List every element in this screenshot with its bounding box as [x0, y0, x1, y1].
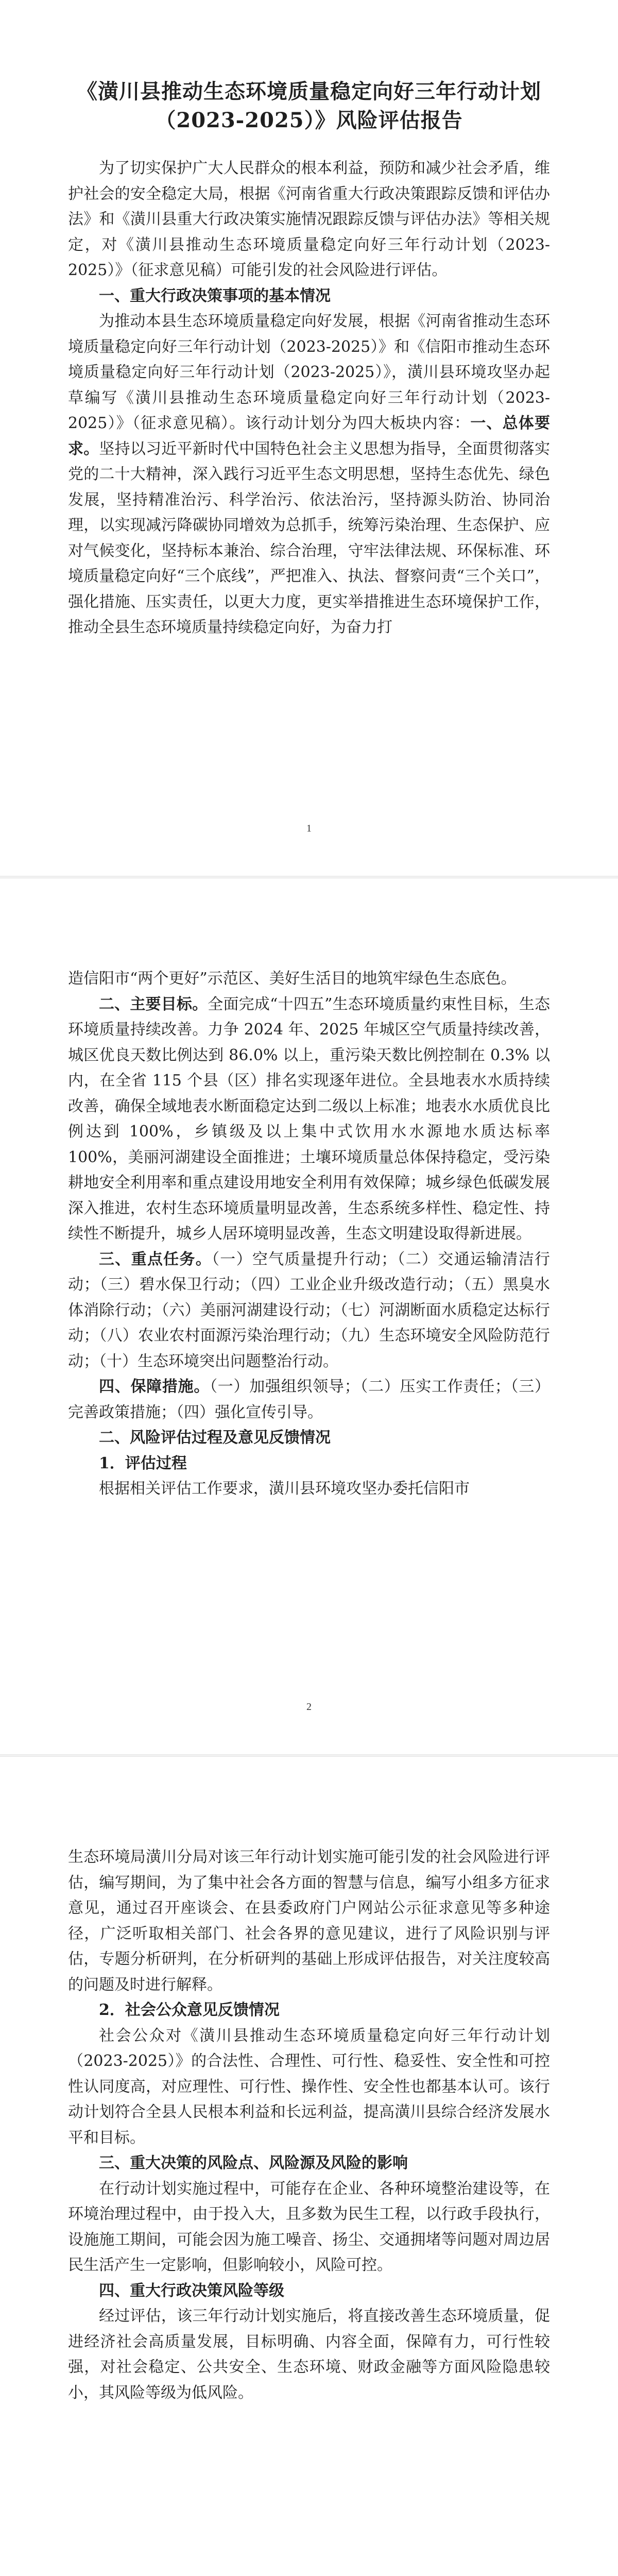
key-tasks-text: （一）空气质量提升行动；（二）交通运输清洁行动；（三）碧水保卫行动；（四）工业企业升级改造行动；（五）黑臭水体消除行动；（六）美丽河湖建设行动；（七）河湖断面水质稳定达标行动；（八）农业农村面源污染治理行动；（九）生态环境安全风险防范行动；（十）生态环境突出问题整治行动。	[68, 1250, 550, 1370]
risk-points-paragraph: 在行动计划实施过程中，可能存在企业、各种环境整治建设等，在环境治理过程中，由于投入大，且多数为民生工程，以行政手段执行，设施施工期间，可能会因为施工噪音、扬尘、交通拥堵等问题对周边居民生活产生一定影响，但影响较小，风险可控。	[68, 2179, 550, 2274]
page-number: 1	[306, 823, 312, 834]
key-tasks-paragraph	[68, 1247, 550, 1375]
section-heading-2: 二、风险评估过程及意见反馈情况	[99, 1429, 331, 1447]
section-1-text-b: 坚持以习近平新时代中国特色社会主义思想为指导，全面贯彻落实党的二十大精神，深入践行习近平生态文明思想，坚持生态优先、绿色发展，坚持精准治污、科学治污、依法治污，坚持源头防治、协同治理，以实现减污降碳协同增效为总抓手，统筹污染治理、生态保护、应对气候变化，坚持标本兼治、综合治理，守牢法律法规、环保标准、环境质量稳定向好“三个底线”，严把准入、执法、督察问责“三个关口”，强化措施、压实责任，以更大力度，更实举措推进生态环境保护工作，推动全县生态环境质量持续稳定向好，为奋力打	[68, 439, 551, 636]
subheading-public-feedback: 2．社会公众意见反馈情况	[99, 2001, 280, 2019]
document-title: 《潢川县推动生态环境质量稳定向好三年行动计划（2023-2025）》风险评估报告	[77, 79, 541, 132]
document-page-2	[0, 878, 618, 1754]
section-heading-3: 三、重大决策的风险点、风险源及风险的影响	[99, 2154, 408, 2172]
document-page-1	[0, 0, 618, 876]
risk-level-paragraph: 经过评估，该三年行动计划实施后，将直接改善生态环境质量，促进经济社会高质量发展，目标明确、内容全面，保障有力，可行性较强，对社会稳定、公共安全、生态环境、财政金融等方面风险隐患较小，其风险等级为低风险。	[68, 2307, 550, 2402]
safeguards-text: （一）加强组织领导；（二）压实工作责任；（三）完善政策措施；（四）强化宣传引导。	[68, 1378, 551, 1421]
main-goals-paragraph	[68, 992, 550, 1247]
section-heading-1: 一、重大行政决策事项的基本情况	[99, 286, 331, 305]
subheading-evaluation-process: 1．评估过程	[99, 1454, 187, 1472]
document-page-3	[0, 1757, 618, 2576]
continued-paragraph: 生态环境局潢川分局对该三年行动计划实施可能引发的社会风险进行评估，编写期间，为了集中社会各方面的智慧与信息，编写小组多方征求意见，通过召开座谈会、在县委政府门户网站公示征求意见等多种途径，广泛听取相关部门、社会各界的意见建议，进行了风险识别与评估，专题分析研判，在分析研判的基础上形成评估报告，对关注度较高的问题及时进行解释。	[68, 1848, 550, 1994]
public-feedback-paragraph: 社会公众对《潢川县推动生态环境质量稳定向好三年行动计划（2023-2025）》的合法性、合理性、可行性、稳妥性、安全性和可控性认同度高，对应理性、可行性、操作性、安全性也都基本认可。该行动计划符合全县人民根本利益和长远利益，提高潢川县综合经济发展水平和目标。	[68, 2026, 550, 2147]
safeguards-paragraph	[68, 1374, 550, 1425]
keyword-safeguards: 四、保障措施。	[99, 1378, 210, 1396]
evaluation-process-paragraph: 根据相关评估工作要求，潢川县环境攻坚办委托信阳市	[99, 1480, 470, 1498]
intro-paragraph: 为了切实保护广大人民群众的根本利益，预防和减少社会矛盾，维护社会的安全稳定大局，根据《河南省重大行政决策跟踪反馈和评估办法》和《潢川县重大行政决策实施情况跟踪反馈与评估办法》等相关规定，对《潢川县推动生态环境质量稳定向好三年行动计划（2023-2025）》（征求意见稿）可能引发的社会风险进行评估。	[68, 159, 550, 279]
continued-paragraph: 造信阳市“两个更好”示范区、美好生活目的地筑牢绿色生态底色。	[68, 970, 517, 988]
keyword-general-requirements: 一、总体要求。	[68, 414, 550, 458]
page-number: 2	[306, 1701, 312, 1713]
keyword-main-goals: 二、主要目标。	[99, 995, 208, 1013]
section-heading-4: 四、重大行政决策风险等级	[99, 2281, 284, 2300]
main-goals-text: 全面完成“十四五”生态环境质量约束性目标，生态环境质量持续改善。力争 2024 年、2025 年城区空气质量持续改善，城区优良天数比例达到 86.0% 以上，重污染天数比例控制在 0.3% 以内，在全省 115 个县（区）排名实现逐年进位。全县地表水水质持续改善，确保全域地表水断面稳定达到二级以上标准；地表水水质优良比例达到 100%，乡镇级及以上集中式饮用水水源地水质达标率 100%，美丽河湖建设全面推进；土壤环境质量总体保持稳定，受污染耕地安全利用率和重点建设用地安全利用有效保障；城乡绿色低碳发展深入推进，农村生态环境质量明显改善，生态系统多样性、稳定性、持续性不断提升，城乡人居环境明显改善，生态文明建设取得新进展。	[68, 995, 551, 1243]
keyword-key-tasks: 三、重点任务。	[99, 1250, 212, 1268]
section-1-text-a: 为推动本县生态环境质量稳定向好发展，根据《河南省推动生态环境质量稳定向好三年行动计划（2023-2025）》和《信阳市推动生态环境质量稳定向好三年行动计划（2023-2025）》，潢川县环境攻坚办起草编写《潢川县推动生态环境质量稳定向好三年行动计划（2023-2025）》（征求意见稿）。该行动计划分为四大板块内容：	[68, 312, 550, 432]
section-1-paragraph	[68, 309, 550, 640]
